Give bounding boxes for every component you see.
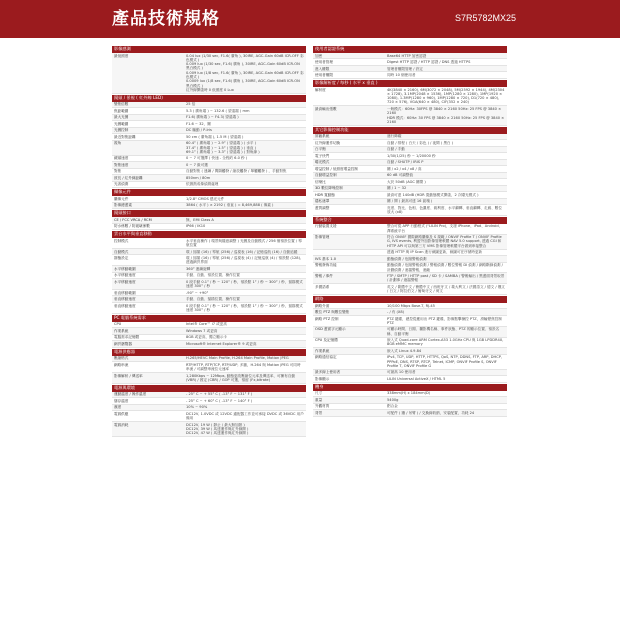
section-header: PC 電腦系統需求	[112, 315, 306, 322]
spec-label: 波長 / 紅外線距離	[114, 175, 143, 180]
section-header: 機身	[313, 384, 507, 391]
spec-value: 1/30(1/25) 秒 ~ 1/20000 秒	[387, 153, 436, 158]
section-header: 其它影像控制功能	[313, 127, 507, 134]
spec-label: 紅外線運作切換	[315, 140, 341, 145]
spec-label: 儲存溫度	[114, 398, 129, 403]
spec-label: 光圈控制	[114, 128, 129, 133]
spec-label: 最大光圈	[114, 115, 129, 120]
section-header: 影像解析度 / 每秒 ( 水平 x 垂直 )	[313, 80, 507, 87]
spec-row	[112, 141, 306, 156]
spec-value: 動態偵測 / 危險警報偵測	[387, 256, 427, 261]
spec-label: 隱私遮罩	[315, 199, 330, 204]
spec-row	[313, 327, 507, 338]
spec-label: 作業系統	[315, 348, 330, 353]
spec-value: FTP / SMTP / HTTP post / SD 卡 / SAMBA / 警報輸出 / 黑畫面背景取景 / 計劃事 / 遮擋警報	[387, 274, 505, 283]
spec-label: 網路通信協定	[315, 355, 337, 360]
spec-value: 5400g	[387, 397, 399, 402]
page-title: 產品技術規格	[112, 9, 220, 29]
spec-label: 最低照度	[114, 53, 129, 58]
spec-value: F1.6 ~ 32，關	[186, 121, 211, 126]
spec-value: Base64 HTTP 加密認證	[387, 53, 427, 58]
spec-label: 鏡頭速度	[114, 156, 129, 161]
spec-label: 對焦速度	[114, 162, 129, 167]
spec-row	[313, 284, 507, 295]
spec-row	[313, 273, 507, 284]
spec-value: F1.6( 廣角端 ) ~ F4.3( 望遠端 )	[186, 115, 239, 120]
spec-label: 最近對焦距離	[114, 134, 136, 139]
spec-row	[112, 238, 306, 249]
section-header: 鏡頭接口	[112, 210, 306, 217]
spec-row	[112, 279, 306, 290]
spec-label: 運動溫度 / 操作溫度	[114, 392, 147, 397]
spec-label: 網頁瀏覽器	[114, 341, 132, 346]
spec-value: 依據熱成像偵測處理	[186, 182, 219, 187]
spec-label: 使用者管理	[315, 60, 333, 65]
spec-value: 環 / 掃描 (16) / 導航 (256) / 巡視表 (4) / 記憶巡航 (4) / 預設點 (128), 透過網頁界面	[186, 256, 302, 265]
spec-value: Intel® Core™ i7 或更高	[186, 322, 227, 327]
spec-row	[112, 53, 306, 94]
spec-row	[313, 72, 507, 78]
spec-label: 信噪比	[315, 179, 326, 184]
spec-row	[313, 106, 507, 125]
spec-value: 0.04 lux (1/30 sec, F1.6( 廣角 ), 30IRE, AGC-Gain 60dB ICR-OFF 彩色模式 ) 0.009 lux (1/30 sec, F1.6( 廣角 ), 30IRE, AGC-Gain 60dB ICR-ON 黑白模式 ) 0.009 lux (1/8 sec, F1.6( 廣角 ), 30IRE, AGC-Gain 60dB ICR-OFF 彩色模式 ) 0.0009 lux (1/8 sec, F1.6( 廣角 ), 30IRE, AGC-Gain 60dB ICR-ON 黑白模式 ) 紅外線開啟時 0 低照度 0 Lux	[186, 53, 304, 92]
spec-label: HDR 寬動態	[315, 192, 335, 197]
section-header: 使用者認證系統	[313, 46, 507, 53]
spec-label: 網路串流	[114, 362, 129, 367]
spec-value: 可配件 ( 牆 / 吊臂 ) / 交換線收納，安裝配置，功耗 24	[387, 410, 475, 415]
section-header: 影像感測	[112, 46, 306, 53]
spec-value: 手動、自動、掃描位置、操作位置	[186, 297, 240, 302]
spec-value: - / 有 (X8)	[387, 310, 405, 315]
spec-value: 關 / 開 ( 最高可達 16 區塊 )	[387, 199, 433, 204]
spec-column-left	[112, 45, 306, 437]
spec-value: IP66 / IK10	[186, 224, 206, 229]
spec-value: 0 ~ 7 可選擇 ( 快速 - 全程約 6.0 秒 )	[186, 156, 248, 161]
spec-value: DC12V, 19 W ( 靜止 / 最大無加熱 ) DC12V, 39 W ( 馬達運作與紅外線開 ) DC12V, 47 W ( 馬達運作與紅外線開 )	[186, 422, 249, 436]
spec-value: 850nm / 80m	[186, 175, 211, 180]
spec-value: 一般模式：60Hz: 30FPS @ 3840 × 2160 50Hz: 25 FPS @ 3840 × 2160 HDR 模式：60Hz: 30 FPS @ 3840 × 2160 50Hz: 25 FPS @ 3840 × 2160	[387, 106, 505, 124]
spec-label: 網路介面	[315, 303, 330, 308]
spec-value: 1/2.8" CMOS 感光元件	[186, 196, 225, 201]
spec-label: 屏蔽系統	[315, 134, 330, 139]
spec-row	[313, 235, 507, 250]
spec-value: 50 cm ( 廣角端 ), 1.5 M ( 望遠端 )	[186, 134, 244, 139]
spec-label: 外觀材質	[315, 404, 330, 409]
spec-row	[313, 355, 507, 370]
spec-label: 電子快門	[315, 153, 330, 158]
spec-column-right	[313, 45, 507, 417]
spec-row	[313, 316, 507, 327]
spec-value: 透過 HTTP 與 IP Scan 進行截圖更新，截圖可在序號時更新	[387, 250, 483, 255]
spec-label: 水平移動速度	[114, 273, 136, 278]
spec-label: 使用者權限	[315, 73, 333, 78]
spec-value: -90° ~ +90°	[186, 290, 209, 295]
spec-header	[0, 0, 620, 38]
spec-label: 垂直移動速度	[114, 297, 136, 302]
spec-value: Windows 7 或更高	[186, 328, 218, 333]
spec-value: 0 段手動 0.1° / 秒 ~ 120° / 秒，預設點 1° / 秒 ~ 300° / 秒，掃描模式速度 300° / 秒	[186, 303, 303, 312]
spec-label: 靜態設定	[114, 256, 129, 261]
spec-label: 視角	[114, 141, 122, 146]
spec-value: 動態偵測 / 危險警報偵測 / 警報偵測 / 數位警報 DI 偵測 / 網路斷線偵測 / 計劃偵測 / 遮擋警報，遮蔽	[387, 263, 503, 272]
spec-value: 水平垂直操作 ( 環景與隨意調整 ) 光圈及自動模式 / 256 個預設位置 / 導航位置	[186, 238, 302, 248]
spec-row	[112, 422, 306, 437]
spec-value: 0 ~ 7 級可選	[186, 162, 208, 167]
spec-value: 管理者權限管理 / 設定	[387, 66, 423, 71]
spec-label: 背景	[315, 410, 323, 415]
spec-value: Microsoft® Internet Explorer® 9 或更高	[186, 341, 257, 346]
spec-value: 關 / x2 / x4 / x8 / 高	[387, 166, 422, 171]
spec-value: 自動對焦 ( 連續 / 間隔觸發 / 縮放觸發 / 單觸觸發 ) ，手動對焦	[186, 169, 287, 174]
spec-row	[112, 203, 306, 209]
spec-label: 變焦倍數	[114, 102, 129, 107]
spec-value: 338mm(H) x 184mm(D)	[387, 391, 431, 396]
spec-label: 多國語系	[315, 284, 330, 289]
spec-value: - 25° C ~ + 55° C ( -13° F ~ 131° F )	[186, 392, 253, 397]
spec-label: 對焦	[114, 169, 122, 174]
spec-value: 同時 10 個使用者	[387, 73, 416, 78]
spec-label: 壓縮格式	[114, 356, 129, 361]
spec-value: 360° 連續旋轉	[186, 266, 211, 271]
spec-value: DC12V, 1.0VDC 或 12VDC 適配器工作並可承接 DVDC 或 36VDC 用戶備用	[186, 411, 304, 421]
section-header: 鏡頭 / 景視 ( 紅外線 LED)	[112, 95, 306, 102]
spec-value: PTZ 鍵碟，總控從應用出 PTZ 鍵碟，影像點擊操控 PTZ，滑輪變焦控制 PTZ	[387, 316, 502, 325]
spec-row	[313, 263, 507, 274]
spec-label: 自動增益控制	[315, 173, 337, 178]
spec-value: 整合可從 APP 行動程式 ("LILIN Pro)，支援 iPhone、iPad、Android、澤系統平台	[387, 224, 503, 233]
spec-label: 控制模式	[114, 238, 129, 243]
spec-value: 10% ~ 90%	[186, 405, 208, 410]
spec-label: 電源供應	[114, 411, 129, 416]
spec-value: 鋁合金	[387, 404, 398, 409]
spec-value: 最高可達 140dB (HDR 寬動態模式開啟，2 次曝光模式 )	[387, 192, 479, 197]
spec-value: 自動 / SHUTP / IRIS P	[387, 160, 424, 165]
spec-label: 尺寸	[315, 391, 323, 396]
section-header: 攝像元件	[112, 189, 306, 196]
spec-label: 影像解析 / 傳送率	[114, 373, 143, 378]
spec-label: 作業系統	[114, 328, 129, 333]
spec-value: IPv4, TCP, UDP, HTTP, HTTPS, QoS, NTP, DDNS, FTP, ARP, DHCP, PPPoE, DNS, RTSP, RTCP, Telnet, ICMP, ONVIF Profile S, ONVIF Profile T, ONVIF Profile G	[387, 355, 503, 368]
spec-row	[112, 373, 306, 384]
spec-label: 濕度	[114, 405, 122, 410]
spec-value: 無，EMI Class A	[186, 217, 214, 222]
spec-value: RTP/HTTP, RTP/TCP, RTP/UDP, 多播，H.264 與 Motion JPEG 可同時串流 / 可調整串流位元速率	[186, 362, 301, 372]
spec-row	[112, 182, 306, 188]
spec-row	[313, 205, 507, 216]
spec-row	[313, 224, 507, 235]
section-header: 網路	[313, 296, 507, 303]
spec-label: 影像管理	[315, 235, 330, 240]
spec-label: OSD 畫面字元顯示	[315, 327, 346, 332]
spec-label: 光害偵測	[114, 182, 129, 187]
spec-label: 重量	[315, 397, 323, 402]
spec-value: 關 / 1 ~ 32	[387, 186, 407, 191]
spec-label: 垂直移動速度	[114, 303, 136, 308]
spec-value: 嵌入式 Quad-core ARM Cortex-A53 1.0GHz CPU 與 1GB LPDDR4X, 8GB eMMC memory	[387, 338, 504, 347]
spec-value: 25 倍	[186, 102, 196, 107]
spec-label: 行動裝置支援	[315, 224, 337, 229]
spec-value: 可顯示時間、日期、攝影機名稱、事件狀態、PTZ 的顯示位置、預設名稱、自動平衡	[387, 327, 500, 336]
section-header: 雲台水平與垂直移動	[112, 231, 306, 238]
spec-label: CPU	[114, 322, 122, 327]
spec-label: 解析度	[315, 87, 326, 92]
spec-row	[112, 341, 306, 347]
spec-label: 防水係數 / 防破壞係數	[114, 224, 150, 229]
spec-label: CE / FCC VRCA / RCM	[114, 217, 152, 222]
spec-label: 網路 PTZ 控制	[315, 316, 339, 321]
spec-row	[112, 303, 306, 314]
spec-value: 10/100 Mbps Base-T, RJ-45	[387, 303, 435, 308]
spec-value: 遮行障礙	[387, 134, 402, 139]
spec-label: 水平移動範圍	[114, 266, 136, 271]
spec-label	[313, 250, 385, 255]
spec-value: 可最高 10 使用者	[387, 370, 416, 375]
spec-label: 影像顯示	[315, 376, 330, 381]
spec-label: 曝光模式	[315, 160, 330, 165]
spec-value: 自動 / 手動	[387, 147, 405, 152]
spec-value: 8GB 或更高，獨立顯示卡	[186, 335, 228, 340]
spec-row	[112, 411, 306, 422]
spec-value: DC 驅動 / P-Iris	[186, 128, 212, 133]
spec-row	[313, 410, 507, 416]
spec-label: 進入權限	[315, 66, 330, 71]
model-number: S7R5782MX25	[454, 13, 516, 23]
spec-value: - 25° C ~ + 60° C ( -13° F ~ 140° F )	[186, 398, 253, 403]
spec-label: 電源消耗	[114, 422, 129, 427]
spec-label: IVS 基本 1.0	[315, 256, 336, 261]
spec-label: 焦距範圍	[114, 108, 129, 113]
spec-row	[112, 362, 306, 373]
spec-label: 3D 數位降噪控制	[315, 186, 343, 191]
spec-label: 警報發佈功能	[315, 263, 337, 268]
spec-value: 自動 / 排程 ( 白天 / 彩色 ) / 夜間 ( 黑白 )	[387, 140, 454, 145]
spec-value: Digest HTTP 認證 / HTTP 認證 / DNS 透過 HTTPS	[387, 60, 471, 65]
spec-row	[313, 87, 507, 106]
spec-label: 白平衡	[315, 147, 326, 152]
spec-value: 大於 50dB (AGC 關閉 )	[387, 179, 426, 184]
spec-label: 最高輸出張數	[315, 106, 337, 111]
spec-label: 增益控制 / 低照度增益控制	[315, 166, 359, 171]
spec-label: 加密	[315, 53, 323, 58]
spec-value: 60 dB 可調整值	[387, 173, 413, 178]
spec-row	[112, 224, 306, 230]
spec-label: 電腦需求記憶體	[114, 335, 140, 340]
section-header: 電源供應器	[112, 349, 306, 356]
spec-row	[313, 376, 507, 382]
spec-value: 1,280Kbps ~ 12Mbps, 動態更改壓縮位元率及傳送率，可擁有自動 (VBR) / 固定 (CBR) / GOP 可選，預留 (Fx,bitrate)	[186, 373, 296, 382]
spec-value: 亮度、對比、色相、色濃度、銳利度、水平翻轉、垂直翻轉、走廊、數位放大 (x8)	[387, 205, 502, 214]
spec-value: 60.4° ( 廣角端 ) ~ 2.9° ( 望遠端 ) ( 水平 ) 37.4° ( 廣角端 ) ~ 1.5° ( 望遠端 ) ( 垂直 ) 69.1° ( 廣角端 ) ~ 3.3° ( 望遠端 ) ( 對角線 )	[186, 141, 260, 154]
spec-label: 最多線上使用者	[315, 370, 341, 375]
spec-value: 符合 ONVIF 國際網路攝像及 S 規範 / ONVIF Profile T / ONVIF Profile G, IVS events, 利盟外加影像管理軟體 NAV 5.0 support, 透過 CGI 和 HTTP API 可以與第三方 VMS 影像管理軟體平台做到串接整合	[387, 235, 502, 248]
spec-value: 3864 ( 水平 ) × 2192 ( 垂直 ) = 8,469,888 ( 像素 )	[186, 203, 274, 208]
spec-label: 水平移動速度	[114, 279, 136, 284]
spec-value: 手動、自動、預設位置、操作位置	[186, 273, 240, 278]
spec-value: 英文 / 繁體中文 / 簡體中文 / 西班牙文 / 義大利文 / 法國語文 / 德文 / 俄文 / 日文 / 阿拉伯文 / 葡萄牙文 / 荷文	[387, 284, 505, 294]
spec-value: 環 / 掃描 (16) / 導航 (256) / 巡視表 (16) / 記憶巡航 (16) / 自動追蹤	[186, 249, 298, 254]
spec-label: 光圈範圍	[114, 121, 129, 126]
spec-value: 5.3 ( 廣角端 ) ~ 132.6 ( 望遠端 ) mm	[186, 108, 250, 113]
section-header: 電源與環境	[112, 385, 306, 392]
spec-label: 畫質調整	[315, 205, 330, 210]
spec-label: 垂直移動範圍	[114, 290, 136, 295]
spec-label: 警報 / 事件	[315, 274, 333, 278]
spec-value: LILIN Universal ActiveX / HTML 5	[387, 376, 446, 381]
spec-value: 4K(3840 × 2160), 6M(3072 × 2048), 5M(2592 × 1944), 4M(2304 × 1728), 3.1MP(2048 × 1536), 1MP(1280 × 1280), 1MP(1920 × 1080), 1.3MP(1280 × 960), 1MP(1280 × 720), D1(720 × 480), 720 × 576), VGA(640 × 480), CIF(352 × 240)	[387, 87, 505, 105]
spec-label: 數位 PTZ 與數位變焦	[315, 310, 350, 315]
spec-value: 嵌入式 Linux 4.9.84	[387, 348, 422, 353]
spec-value: 0 段手動 0.1° / 秒 ~ 120° / 秒，預設點 1° / 秒 ~ 300° / 秒，掃描模式速度 300° / 秒	[186, 279, 303, 289]
spec-label: CPU 及記憶體	[315, 338, 338, 343]
spec-label: 攝像元件	[114, 196, 129, 201]
spec-row	[313, 338, 507, 349]
spec-row	[112, 255, 306, 266]
section-header: 系統整合	[313, 217, 507, 224]
spec-value: H.265/HEVC Main Profile, H.264 Main Profile, Motion JPEG	[186, 356, 289, 361]
spec-label: 影像總畫素	[114, 203, 132, 208]
spec-label: 自動模式	[114, 249, 129, 254]
